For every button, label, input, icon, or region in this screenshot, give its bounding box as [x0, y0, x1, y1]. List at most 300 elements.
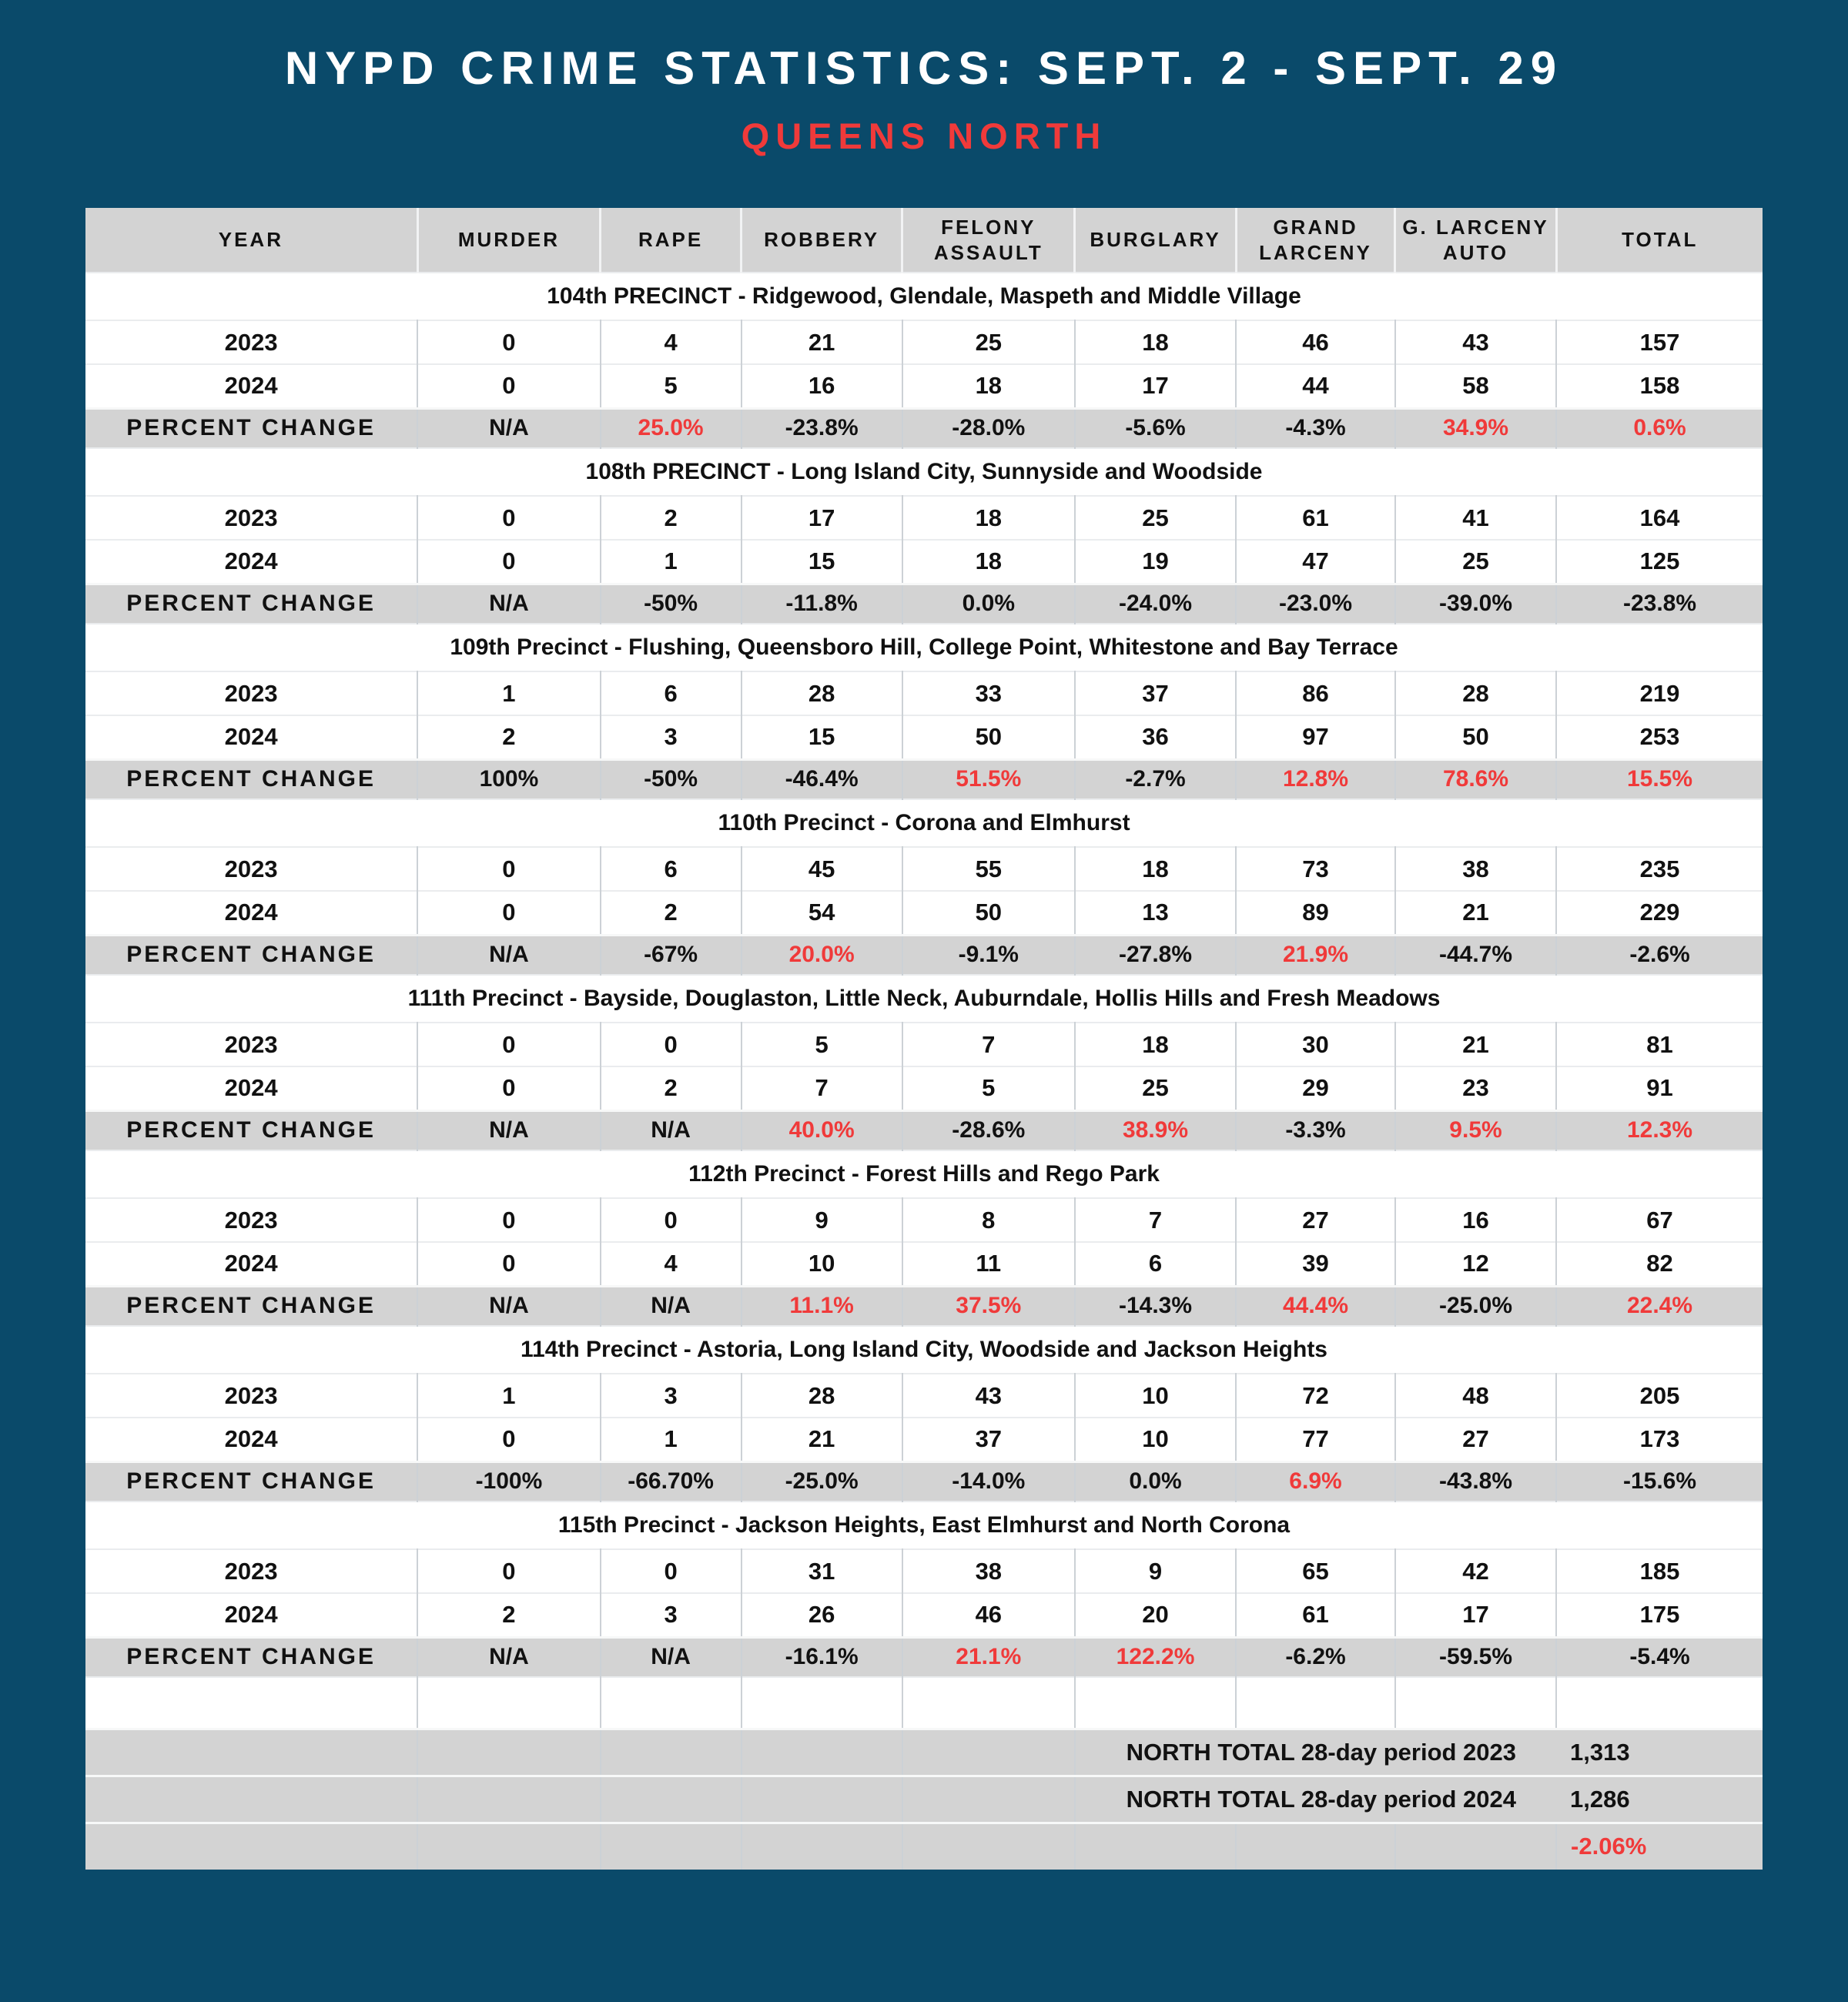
precinct-section-row	[85, 273, 1763, 320]
empty-cell	[1236, 1677, 1395, 1729]
stat-cell-felony-assault: 11	[902, 1242, 1075, 1286]
data-row-2024	[85, 1066, 1763, 1110]
stat-cell-rape: 3	[601, 1593, 742, 1637]
pct-cell-murder: -100%	[417, 1461, 600, 1502]
pct-cell-robbery: -16.1%	[742, 1637, 902, 1677]
stat-cell-robbery: 54	[742, 891, 902, 935]
pct-cell-rape: 25.0%	[601, 408, 742, 448]
row-label-percent-change: PERCENT CHANGE	[85, 584, 417, 624]
pct-cell-g-larceny-auto: -59.5%	[1395, 1637, 1556, 1677]
pct-cell-burglary: -27.8%	[1075, 935, 1236, 975]
empty-cell	[742, 1677, 902, 1729]
precinct-section-row	[85, 1502, 1763, 1549]
data-row-2024	[85, 715, 1763, 759]
col-header-rape: RAPE	[601, 208, 742, 273]
stat-cell-rape: 4	[601, 1242, 742, 1286]
pct-cell-felony-assault: -14.0%	[902, 1461, 1075, 1502]
empty-cell	[1395, 1677, 1556, 1729]
stat-cell-grand-larceny: 61	[1236, 496, 1395, 540]
empty-cell	[742, 1776, 902, 1823]
stat-cell-murder: 0	[417, 1023, 600, 1066]
stat-cell-felony-assault: 33	[902, 671, 1075, 715]
stat-cell-rape: 0	[601, 1023, 742, 1066]
empty-cell	[417, 1823, 600, 1870]
stat-cell-robbery: 26	[742, 1593, 902, 1637]
stat-cell-rape: 0	[601, 1198, 742, 1242]
percent-change-row	[85, 935, 1763, 975]
pct-cell-murder: N/A	[417, 1286, 600, 1326]
header-row	[85, 208, 1763, 273]
pct-cell-burglary: -24.0%	[1075, 584, 1236, 624]
stat-cell-grand-larceny: 47	[1236, 540, 1395, 584]
pct-cell-robbery: 40.0%	[742, 1110, 902, 1150]
stat-cell-rape: 3	[601, 1374, 742, 1418]
row-label-2023: 2023	[85, 320, 417, 364]
north-total-change: -2.06%	[1571, 1833, 1647, 1860]
stat-cell-total: 164	[1639, 504, 1680, 531]
empty-cell	[1075, 1823, 1236, 1870]
stat-cell-g-larceny-auto: 12	[1395, 1242, 1556, 1286]
stat-cell-burglary: 10	[1075, 1374, 1236, 1418]
stat-cell-robbery: 15	[742, 540, 902, 584]
empty-cell	[85, 1729, 417, 1776]
stat-cell-total: 175	[1639, 1601, 1680, 1629]
stat-cell-robbery: 15	[742, 715, 902, 759]
pct-cell-felony-assault: 37.5%	[902, 1286, 1075, 1326]
pct-cell-felony-assault: -28.0%	[902, 408, 1075, 448]
stat-cell-grand-larceny: 30	[1236, 1023, 1395, 1066]
pct-cell-rape: -50%	[601, 759, 742, 799]
stat-cell-murder: 1	[417, 1374, 600, 1418]
row-label-2024: 2024	[85, 1418, 417, 1461]
stat-cell-felony-assault: 43	[902, 1374, 1075, 1418]
stat-cell-g-larceny-auto: 21	[1395, 891, 1556, 935]
stat-cell-felony-assault: 25	[902, 320, 1075, 364]
data-row-2024	[85, 1593, 1763, 1637]
pct-cell-felony-assault: 0.0%	[902, 584, 1075, 624]
data-row-2023	[85, 320, 1763, 364]
stat-cell-robbery: 45	[742, 847, 902, 891]
stat-cell-g-larceny-auto: 16	[1395, 1198, 1556, 1242]
row-label-2024: 2024	[85, 1593, 417, 1637]
row-label-percent-change: PERCENT CHANGE	[85, 1286, 417, 1326]
pct-cell-burglary: -2.7%	[1075, 759, 1236, 799]
stat-cell-total: 158	[1639, 372, 1680, 400]
pct-cell-robbery: -25.0%	[742, 1461, 902, 1502]
stat-cell-robbery: 28	[742, 1374, 902, 1418]
pct-cell-robbery: 11.1%	[742, 1286, 902, 1326]
row-label-2023: 2023	[85, 1023, 417, 1066]
stat-cell-robbery: 16	[742, 364, 902, 408]
stat-cell-felony-assault: 8	[902, 1198, 1075, 1242]
empty-cell	[85, 1823, 417, 1870]
stat-cell-grand-larceny: 73	[1236, 847, 1395, 891]
crime-stats-table-wrap	[85, 208, 1763, 1870]
pct-cell-murder: N/A	[417, 1637, 600, 1677]
crime-stats-table	[85, 208, 1763, 1870]
stat-cell-g-larceny-auto: 38	[1395, 847, 1556, 891]
stat-cell-robbery: 10	[742, 1242, 902, 1286]
stat-cell-g-larceny-auto: 21	[1395, 1023, 1556, 1066]
north-total-row	[85, 1776, 1763, 1823]
stat-cell-total: 229	[1639, 899, 1680, 926]
empty-cell	[742, 1823, 902, 1870]
pct-cell-grand-larceny: 44.4%	[1236, 1286, 1395, 1326]
empty-cell	[1236, 1823, 1395, 1870]
pct-cell-grand-larceny: 21.9%	[1236, 935, 1395, 975]
empty-cell	[601, 1677, 742, 1729]
stat-cell-felony-assault: 38	[902, 1549, 1075, 1593]
stat-cell-murder: 0	[417, 1198, 600, 1242]
precinct-header: 111th Precinct - Bayside, Douglaston, Little Neck, Auburndale, Hollis Hills and Fresh Meadows	[407, 986, 1441, 1011]
empty-cell	[902, 1776, 1075, 1823]
stat-cell-grand-larceny: 97	[1236, 715, 1395, 759]
stat-cell-rape: 0	[601, 1549, 742, 1593]
row-label-2023: 2023	[85, 671, 417, 715]
stat-cell-robbery: 9	[742, 1198, 902, 1242]
pct-cell-total: -2.6%	[1629, 942, 1690, 968]
stat-cell-felony-assault: 18	[902, 540, 1075, 584]
north-total-change-row	[85, 1823, 1763, 1870]
row-label-2023: 2023	[85, 1549, 417, 1593]
stat-cell-g-larceny-auto: 27	[1395, 1418, 1556, 1461]
col-header-burglary: BURGLARY	[1075, 208, 1236, 273]
precinct-section-row	[85, 1150, 1763, 1198]
pct-cell-grand-larceny: 6.9%	[1236, 1461, 1395, 1502]
pct-cell-g-larceny-auto: -25.0%	[1395, 1286, 1556, 1326]
empty-cell	[902, 1823, 1075, 1870]
stat-cell-g-larceny-auto: 42	[1395, 1549, 1556, 1593]
pct-cell-grand-larceny: -4.3%	[1236, 408, 1395, 448]
pct-cell-robbery: 20.0%	[742, 935, 902, 975]
precinct-header: 108th PRECINCT - Long Island City, Sunnyside and Woodside	[585, 459, 1263, 484]
page-title: NYPD CRIME STATISTICS: SEPT. 2 - SEPT. 29	[284, 42, 1564, 94]
stat-cell-total: 125	[1639, 547, 1680, 575]
empty-cell	[1075, 1677, 1236, 1729]
stat-cell-murder: 0	[417, 320, 600, 364]
data-row-2024	[85, 1418, 1763, 1461]
pct-cell-felony-assault: 21.1%	[902, 1637, 1075, 1677]
stat-cell-felony-assault: 50	[902, 715, 1075, 759]
stat-cell-murder: 0	[417, 847, 600, 891]
row-label-percent-change: PERCENT CHANGE	[85, 759, 417, 799]
stat-cell-rape: 3	[601, 715, 742, 759]
stat-cell-g-larceny-auto: 28	[1395, 671, 1556, 715]
pct-cell-robbery: -23.8%	[742, 408, 902, 448]
stat-cell-total: 91	[1646, 1074, 1673, 1102]
stat-cell-felony-assault: 50	[902, 891, 1075, 935]
stat-cell-rape: 2	[601, 496, 742, 540]
stat-cell-felony-assault: 18	[902, 496, 1075, 540]
stat-cell-g-larceny-auto: 17	[1395, 1593, 1556, 1637]
data-row-2024	[85, 540, 1763, 584]
empty-cell	[902, 1677, 1075, 1729]
stat-cell-rape: 6	[601, 671, 742, 715]
stat-cell-burglary: 36	[1075, 715, 1236, 759]
pct-cell-g-larceny-auto: 9.5%	[1395, 1110, 1556, 1150]
pct-cell-murder: N/A	[417, 935, 600, 975]
stat-cell-burglary: 19	[1075, 540, 1236, 584]
stat-cell-robbery: 28	[742, 671, 902, 715]
row-label-2024: 2024	[85, 715, 417, 759]
stat-cell-burglary: 25	[1075, 496, 1236, 540]
stat-cell-grand-larceny: 89	[1236, 891, 1395, 935]
row-label-2023: 2023	[85, 847, 417, 891]
stat-cell-robbery: 7	[742, 1066, 902, 1110]
north-total-value: 1,313	[1570, 1738, 1630, 1766]
stat-cell-total: 82	[1646, 1250, 1673, 1277]
empty-cell	[417, 1677, 600, 1729]
north-total-row	[85, 1729, 1763, 1776]
stat-cell-murder: 1	[417, 671, 600, 715]
spacer-row	[85, 1677, 1763, 1729]
empty-cell	[85, 1776, 417, 1823]
stat-cell-burglary: 6	[1075, 1242, 1236, 1286]
row-label-percent-change: PERCENT CHANGE	[85, 935, 417, 975]
row-label-2024: 2024	[85, 540, 417, 584]
stat-cell-g-larceny-auto: 48	[1395, 1374, 1556, 1418]
pct-cell-total: 12.3%	[1626, 1117, 1693, 1143]
pct-cell-burglary: -5.6%	[1075, 408, 1236, 448]
stat-cell-grand-larceny: 86	[1236, 671, 1395, 715]
stat-cell-total: 253	[1639, 723, 1680, 751]
empty-cell	[601, 1729, 742, 1776]
row-label-2024: 2024	[85, 891, 417, 935]
col-header-year: YEAR	[85, 208, 417, 273]
north-total-label: NORTH TOTAL 28-day period 2024	[1126, 1785, 1517, 1813]
pct-cell-g-larceny-auto: -39.0%	[1395, 584, 1556, 624]
row-label-percent-change: PERCENT CHANGE	[85, 1110, 417, 1150]
col-header-murder: MURDER	[417, 208, 600, 273]
empty-cell	[85, 1677, 417, 1729]
precinct-header: 112th Precinct - Forest Hills and Rego Park	[688, 1161, 1160, 1187]
pct-cell-total: 22.4%	[1626, 1293, 1693, 1319]
row-label-2024: 2024	[85, 1066, 417, 1110]
stat-cell-grand-larceny: 46	[1236, 320, 1395, 364]
data-row-2024	[85, 891, 1763, 935]
stat-cell-murder: 0	[417, 891, 600, 935]
percent-change-row	[85, 1286, 1763, 1326]
stat-cell-burglary: 20	[1075, 1593, 1236, 1637]
pct-cell-grand-larceny: -23.0%	[1236, 584, 1395, 624]
precinct-section-row	[85, 624, 1763, 671]
row-label-2024: 2024	[85, 364, 417, 408]
stat-cell-murder: 0	[417, 496, 600, 540]
stat-cell-grand-larceny: 61	[1236, 1593, 1395, 1637]
empty-cell	[1556, 1677, 1763, 1729]
stat-cell-burglary: 18	[1075, 1023, 1236, 1066]
pct-cell-felony-assault: -9.1%	[902, 935, 1075, 975]
pct-cell-total: -5.4%	[1629, 1644, 1690, 1670]
pct-cell-rape: -50%	[601, 584, 742, 624]
pct-cell-rape: -67%	[601, 935, 742, 975]
pct-cell-burglary: 38.9%	[1075, 1110, 1236, 1150]
stat-cell-felony-assault: 46	[902, 1593, 1075, 1637]
pct-cell-murder: N/A	[417, 584, 600, 624]
pct-cell-murder: N/A	[417, 408, 600, 448]
empty-cell	[417, 1729, 600, 1776]
stat-cell-burglary: 9	[1075, 1549, 1236, 1593]
stat-cell-felony-assault: 5	[902, 1066, 1075, 1110]
stat-cell-murder: 2	[417, 1593, 600, 1637]
percent-change-row	[85, 759, 1763, 799]
row-label-2023: 2023	[85, 496, 417, 540]
precinct-header: 109th Precinct - Flushing, Queensboro Hill, College Point, Whitestone and Bay Terrace	[450, 634, 1398, 660]
stat-cell-rape: 1	[601, 540, 742, 584]
stat-cell-burglary: 17	[1075, 364, 1236, 408]
pct-cell-felony-assault: 51.5%	[902, 759, 1075, 799]
percent-change-row	[85, 1110, 1763, 1150]
col-header-total: TOTAL	[1622, 228, 1699, 252]
stat-cell-g-larceny-auto: 43	[1395, 320, 1556, 364]
pct-cell-rape: -66.70%	[601, 1461, 742, 1502]
data-row-2023	[85, 1374, 1763, 1418]
table-body	[85, 273, 1763, 1870]
col-header-robbery: ROBBERY	[742, 208, 902, 273]
precinct-header: 104th PRECINCT - Ridgewood, Glendale, Maspeth and Middle Village	[547, 283, 1301, 309]
pct-cell-total: -23.8%	[1622, 591, 1697, 617]
stat-cell-g-larceny-auto: 41	[1395, 496, 1556, 540]
percent-change-row	[85, 1461, 1763, 1502]
pct-cell-g-larceny-auto: -43.8%	[1395, 1461, 1556, 1502]
pct-cell-grand-larceny: -3.3%	[1236, 1110, 1395, 1150]
stat-cell-total: 157	[1639, 328, 1680, 356]
percent-change-row	[85, 1637, 1763, 1677]
empty-cell	[601, 1823, 742, 1870]
stat-cell-grand-larceny: 27	[1236, 1198, 1395, 1242]
stat-cell-grand-larceny: 65	[1236, 1549, 1395, 1593]
empty-cell	[417, 1776, 600, 1823]
stat-cell-burglary: 18	[1075, 320, 1236, 364]
stat-cell-rape: 6	[601, 847, 742, 891]
stat-cell-felony-assault: 37	[902, 1418, 1075, 1461]
pct-cell-murder: 100%	[417, 759, 600, 799]
precinct-header: 114th Precinct - Astoria, Long Island City, Woodside and Jackson Heights	[521, 1337, 1327, 1362]
stat-cell-rape: 2	[601, 1066, 742, 1110]
stat-cell-grand-larceny: 77	[1236, 1418, 1395, 1461]
pct-cell-total: 15.5%	[1626, 766, 1693, 792]
stat-cell-burglary: 25	[1075, 1066, 1236, 1110]
stat-cell-total: 81	[1646, 1030, 1673, 1058]
pct-cell-rape: N/A	[601, 1110, 742, 1150]
pct-cell-total: 0.6%	[1633, 415, 1686, 441]
data-row-2023	[85, 1023, 1763, 1066]
stat-cell-rape: 1	[601, 1418, 742, 1461]
stat-cell-burglary: 13	[1075, 891, 1236, 935]
empty-cell	[742, 1729, 902, 1776]
pct-cell-robbery: -11.8%	[742, 584, 902, 624]
row-label-2024: 2024	[85, 1242, 417, 1286]
stat-cell-g-larceny-auto: 58	[1395, 364, 1556, 408]
stat-cell-robbery: 17	[742, 496, 902, 540]
precinct-section-row	[85, 1326, 1763, 1374]
table-header	[85, 208, 1763, 273]
data-row-2023	[85, 1198, 1763, 1242]
precinct-header: 110th Precinct - Corona and Elmhurst	[718, 810, 1130, 835]
pct-cell-burglary: 0.0%	[1075, 1461, 1236, 1502]
page-subtitle: QUEENS NORTH	[741, 116, 1107, 156]
stat-cell-total: 67	[1646, 1206, 1673, 1234]
stat-cell-grand-larceny: 29	[1236, 1066, 1395, 1110]
data-row-2023	[85, 847, 1763, 891]
stat-cell-murder: 0	[417, 1242, 600, 1286]
col-header-grand-larceny: GRAND LARCENY	[1236, 208, 1395, 273]
stat-cell-murder: 0	[417, 540, 600, 584]
row-label-2023: 2023	[85, 1198, 417, 1242]
row-label-percent-change: PERCENT CHANGE	[85, 408, 417, 448]
pct-cell-g-larceny-auto: 34.9%	[1395, 408, 1556, 448]
stat-cell-murder: 0	[417, 364, 600, 408]
pct-cell-g-larceny-auto: -44.7%	[1395, 935, 1556, 975]
stat-cell-rape: 2	[601, 891, 742, 935]
stat-cell-rape: 5	[601, 364, 742, 408]
stat-cell-g-larceny-auto: 25	[1395, 540, 1556, 584]
stat-cell-grand-larceny: 39	[1236, 1242, 1395, 1286]
stat-cell-total: 205	[1639, 1381, 1680, 1409]
data-row-2023	[85, 671, 1763, 715]
empty-cell	[902, 1729, 1075, 1776]
pct-cell-g-larceny-auto: 78.6%	[1395, 759, 1556, 799]
stat-cell-g-larceny-auto: 50	[1395, 715, 1556, 759]
precinct-section-row	[85, 448, 1763, 496]
pct-cell-felony-assault: -28.6%	[902, 1110, 1075, 1150]
stat-cell-total: 235	[1639, 855, 1680, 882]
data-row-2023	[85, 1549, 1763, 1593]
pct-cell-murder: N/A	[417, 1110, 600, 1150]
pct-cell-rape: N/A	[601, 1286, 742, 1326]
stat-cell-robbery: 21	[742, 320, 902, 364]
pct-cell-total: -15.6%	[1622, 1468, 1697, 1495]
stat-cell-burglary: 37	[1075, 671, 1236, 715]
stat-cell-grand-larceny: 44	[1236, 364, 1395, 408]
stat-cell-grand-larceny: 72	[1236, 1374, 1395, 1418]
pct-cell-burglary: -14.3%	[1075, 1286, 1236, 1326]
row-label-percent-change: PERCENT CHANGE	[85, 1637, 417, 1677]
empty-cell	[1395, 1823, 1556, 1870]
stat-cell-rape: 4	[601, 320, 742, 364]
pct-cell-rape: N/A	[601, 1637, 742, 1677]
row-label-2023: 2023	[85, 1374, 417, 1418]
stat-cell-total: 219	[1639, 679, 1680, 707]
data-row-2024	[85, 364, 1763, 408]
data-row-2023	[85, 496, 1763, 540]
pct-cell-grand-larceny: 12.8%	[1236, 759, 1395, 799]
precinct-section-row	[85, 799, 1763, 847]
stat-cell-murder: 0	[417, 1066, 600, 1110]
percent-change-row	[85, 408, 1763, 448]
stat-cell-robbery: 21	[742, 1418, 902, 1461]
north-total-label: NORTH TOTAL 28-day period 2023	[1126, 1738, 1517, 1766]
pct-cell-grand-larceny: -6.2%	[1236, 1637, 1395, 1677]
empty-cell	[601, 1776, 742, 1823]
stat-cell-felony-assault: 18	[902, 364, 1075, 408]
stat-cell-robbery: 31	[742, 1549, 902, 1593]
data-row-2024	[85, 1242, 1763, 1286]
stat-cell-burglary: 10	[1075, 1418, 1236, 1461]
north-total-value: 1,286	[1570, 1785, 1630, 1813]
precinct-header: 115th Precinct - Jackson Heights, East Elmhurst and North Corona	[557, 1512, 1291, 1538]
precinct-section-row	[85, 975, 1763, 1023]
pct-cell-robbery: -46.4%	[742, 759, 902, 799]
row-label-percent-change: PERCENT CHANGE	[85, 1461, 417, 1502]
col-header-felony-assault: FELONY ASSAULT	[902, 208, 1075, 273]
col-header-g-larceny-auto: G. LARCENY AUTO	[1395, 208, 1556, 273]
stat-cell-murder: 0	[417, 1549, 600, 1593]
pct-cell-burglary: 122.2%	[1075, 1637, 1236, 1677]
stat-cell-murder: 0	[417, 1418, 600, 1461]
stat-cell-burglary: 7	[1075, 1198, 1236, 1242]
stat-cell-g-larceny-auto: 23	[1395, 1066, 1556, 1110]
